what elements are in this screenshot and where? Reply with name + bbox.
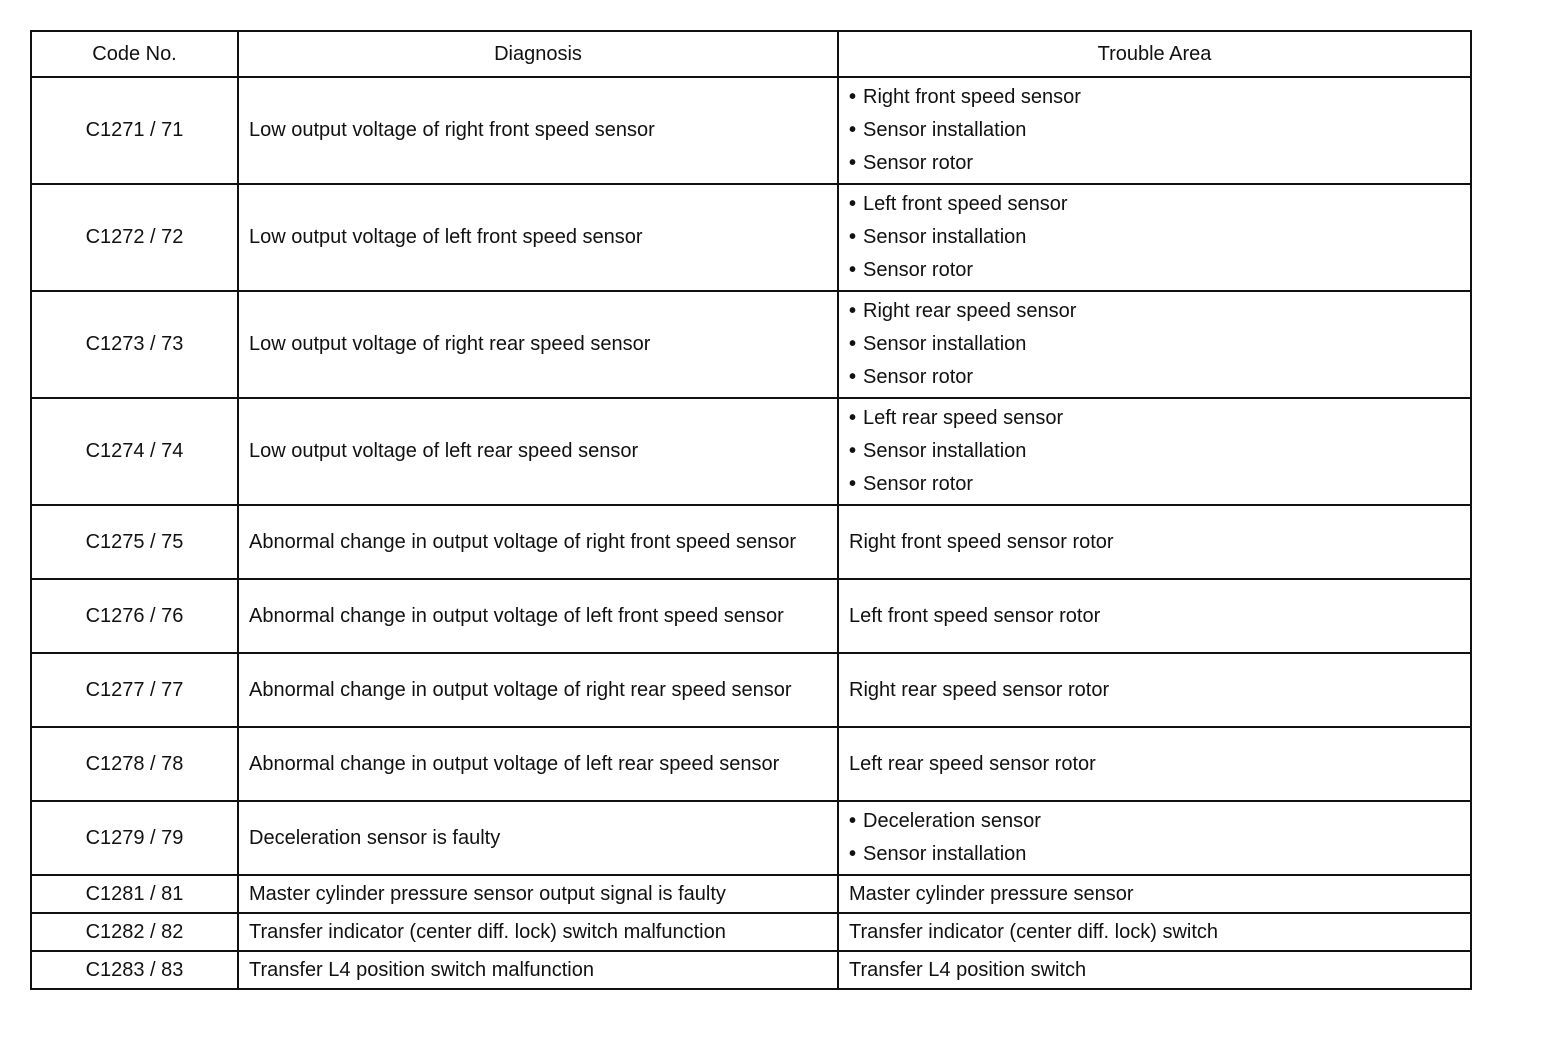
code-cell: C1277 / 77 [31,653,238,727]
diagnosis-cell: Deceleration sensor is faulty [238,801,838,875]
trouble-area-item: • Sensor rotor [849,254,1460,287]
trouble-area-item: • Sensor installation [849,114,1460,147]
table-row [31,291,1471,398]
trouble-area-item: • Sensor rotor [849,468,1460,501]
trouble-area-list [849,188,1460,287]
diagnosis-cell: Transfer L4 position switch malfunction [238,951,838,989]
code-cell: C1272 / 72 [31,184,238,291]
trouble-area-item: • Left rear speed sensor [849,402,1460,435]
table-row [31,398,1471,505]
trouble-area-item: • Sensor installation [849,838,1460,871]
diagnosis-cell: Transfer indicator (center diff. lock) switch malfunction [238,913,838,951]
trouble-area-item: • Sensor rotor [849,147,1460,180]
trouble-area-cell [838,184,1471,291]
table-row [31,801,1471,875]
trouble-area-cell: Right front speed sensor rotor [838,505,1471,579]
code-cell: C1273 / 73 [31,291,238,398]
table-row [31,951,1471,989]
code-cell: C1281 / 81 [31,875,238,913]
trouble-area-cell: Transfer indicator (center diff. lock) switch [838,913,1471,951]
trouble-area-cell: Master cylinder pressure sensor [838,875,1471,913]
code-cell: C1275 / 75 [31,505,238,579]
diagnosis-cell: Master cylinder pressure sensor output signal is faulty [238,875,838,913]
diagnosis-cell: Abnormal change in output voltage of right front speed sensor [238,505,838,579]
column-header-trouble-area: Trouble Area [838,31,1471,77]
trouble-area-cell: Right rear speed sensor rotor [838,653,1471,727]
diagnostic-code-table-container [30,30,1470,990]
diagnosis-cell: Low output voltage of right front speed sensor [238,77,838,184]
trouble-area-list [849,805,1460,871]
trouble-area-item: • Sensor rotor [849,361,1460,394]
trouble-area-cell: Transfer L4 position switch [838,951,1471,989]
table-row [31,653,1471,727]
diagnostic-code-table [30,30,1472,990]
column-header-code: Code No. [31,31,238,77]
code-cell: C1278 / 78 [31,727,238,801]
trouble-area-item: • Sensor installation [849,435,1460,468]
trouble-area-item: • Right front speed sensor [849,81,1460,114]
table-row [31,505,1471,579]
trouble-area-item: • Deceleration sensor [849,805,1460,838]
trouble-area-item: • Sensor installation [849,328,1460,361]
trouble-area-cell: Left rear speed sensor rotor [838,727,1471,801]
diagnosis-cell: Low output voltage of left rear speed sensor [238,398,838,505]
table-row [31,875,1471,913]
trouble-area-list [849,295,1460,394]
table-row [31,184,1471,291]
diagnosis-cell: Low output voltage of right rear speed sensor [238,291,838,398]
table-row [31,727,1471,801]
trouble-area-list [849,81,1460,180]
table-row [31,77,1471,184]
trouble-area-list [849,402,1460,501]
trouble-area-cell [838,77,1471,184]
diagnosis-cell: Low output voltage of left front speed sensor [238,184,838,291]
trouble-area-cell [838,398,1471,505]
table-row [31,579,1471,653]
trouble-area-item: • Right rear speed sensor [849,295,1460,328]
code-cell: C1279 / 79 [31,801,238,875]
trouble-area-cell [838,291,1471,398]
code-cell: C1283 / 83 [31,951,238,989]
column-header-diagnosis: Diagnosis [238,31,838,77]
code-cell: C1282 / 82 [31,913,238,951]
diagnosis-cell: Abnormal change in output voltage of left rear speed sensor [238,727,838,801]
trouble-area-cell [838,801,1471,875]
code-cell: C1271 / 71 [31,77,238,184]
trouble-area-item: • Left front speed sensor [849,188,1460,221]
table-body [31,77,1471,989]
diagnosis-cell: Abnormal change in output voltage of right rear speed sensor [238,653,838,727]
table-header-row [31,31,1471,77]
code-cell: C1274 / 74 [31,398,238,505]
code-cell: C1276 / 76 [31,579,238,653]
trouble-area-cell: Left front speed sensor rotor [838,579,1471,653]
trouble-area-item: • Sensor installation [849,221,1460,254]
diagnosis-cell: Abnormal change in output voltage of left front speed sensor [238,579,838,653]
table-row [31,913,1471,951]
